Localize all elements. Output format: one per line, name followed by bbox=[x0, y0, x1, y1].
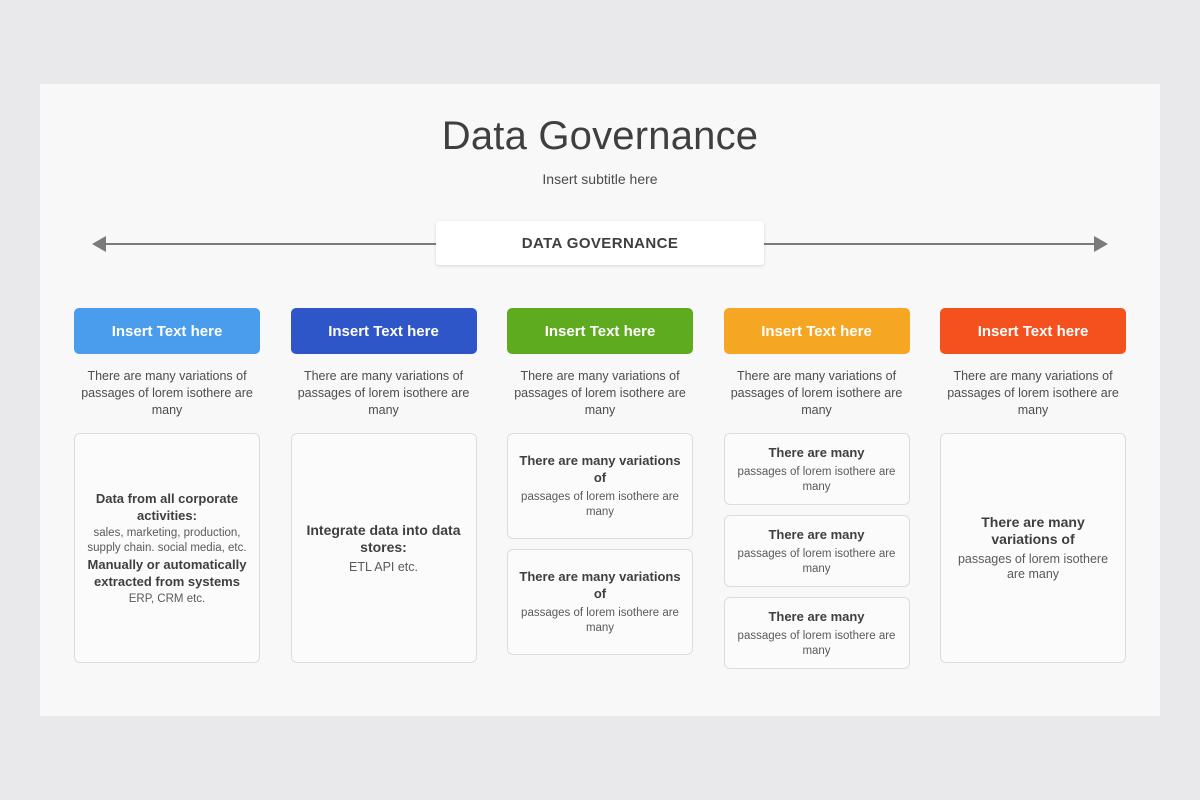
column-1-description: There are many variations of passages of lorem isothere are many bbox=[81, 369, 253, 417]
card bbox=[291, 433, 477, 663]
column-3 bbox=[507, 308, 693, 669]
column-5-pill[interactable]: Insert Text here bbox=[940, 308, 1126, 354]
arrow-left-line bbox=[106, 243, 446, 245]
page-subtitle: Insert subtitle here bbox=[542, 171, 658, 187]
card-subtext: passages of lorem isothere are many bbox=[737, 465, 896, 493]
column-3-cards bbox=[507, 433, 693, 655]
slide-canvas bbox=[40, 84, 1160, 716]
card bbox=[724, 515, 910, 587]
card bbox=[74, 433, 260, 663]
card-subtext-2: ERP, CRM etc. bbox=[128, 592, 206, 605]
card-heading: There are many variations of bbox=[519, 569, 681, 601]
card-heading: There are many bbox=[768, 608, 865, 624]
card-heading: There are many variations of bbox=[519, 453, 681, 485]
banner-box bbox=[436, 221, 764, 265]
column-5 bbox=[940, 308, 1126, 669]
banner-arrow-row bbox=[40, 221, 1160, 267]
card-heading: There are many bbox=[768, 526, 865, 542]
arrow-left-icon bbox=[92, 236, 106, 252]
column-1-pill[interactable]: Insert Text here bbox=[74, 308, 260, 354]
card-subtext: passages of lorem isothere are many bbox=[957, 552, 1109, 581]
card-heading: There are many bbox=[768, 444, 865, 460]
card bbox=[940, 433, 1126, 663]
card-subtext: sales, marketing, production, supply chain. social media, etc. bbox=[87, 526, 247, 554]
page-title: Data Governance bbox=[441, 114, 759, 158]
column-5-description: There are many variations of passages of lorem isothere are many bbox=[947, 369, 1119, 417]
card bbox=[724, 597, 910, 669]
column-2-pill[interactable]: Insert Text here bbox=[291, 308, 477, 354]
column-2 bbox=[291, 308, 477, 669]
column-4-description: There are many variations of passages of lorem isothere are many bbox=[730, 369, 903, 417]
card-subtext: passages of lorem isothere are many bbox=[521, 607, 679, 634]
column-1 bbox=[74, 308, 260, 669]
arrow-right-line bbox=[754, 243, 1094, 245]
column-4-pill[interactable]: Insert Text here bbox=[724, 308, 910, 354]
card bbox=[507, 549, 693, 655]
column-5-cards bbox=[940, 433, 1126, 663]
card bbox=[724, 433, 910, 505]
card-heading-2: Manually or automatically extracted from systems bbox=[87, 556, 247, 589]
column-2-cards bbox=[291, 433, 477, 663]
card-subtext: passages of lorem isothere are many bbox=[521, 491, 679, 518]
card-heading: There are many variations of bbox=[981, 514, 1085, 547]
card-heading: Data from all corporate activities: bbox=[95, 490, 239, 523]
column-4-cards bbox=[724, 433, 910, 669]
arrow-right-icon bbox=[1094, 236, 1108, 252]
card-subtext: passages of lorem isothere are many bbox=[737, 629, 896, 657]
column-2-description: There are many variations of passages of lorem isothere are many bbox=[297, 369, 470, 417]
column-3-pill[interactable]: Insert Text here bbox=[507, 308, 693, 354]
card-subtext: ETL API etc. bbox=[348, 559, 418, 574]
column-4 bbox=[724, 308, 910, 669]
column-1-cards bbox=[74, 433, 260, 663]
column-3-description: There are many variations of passages of lorem isothere are many bbox=[514, 369, 686, 417]
card-subtext: passages of lorem isothere are many bbox=[737, 547, 896, 575]
banner-label: DATA GOVERNANCE bbox=[521, 234, 679, 252]
card bbox=[507, 433, 693, 539]
columns-container bbox=[74, 308, 1126, 669]
card-heading: Integrate data into data stores: bbox=[306, 521, 461, 555]
